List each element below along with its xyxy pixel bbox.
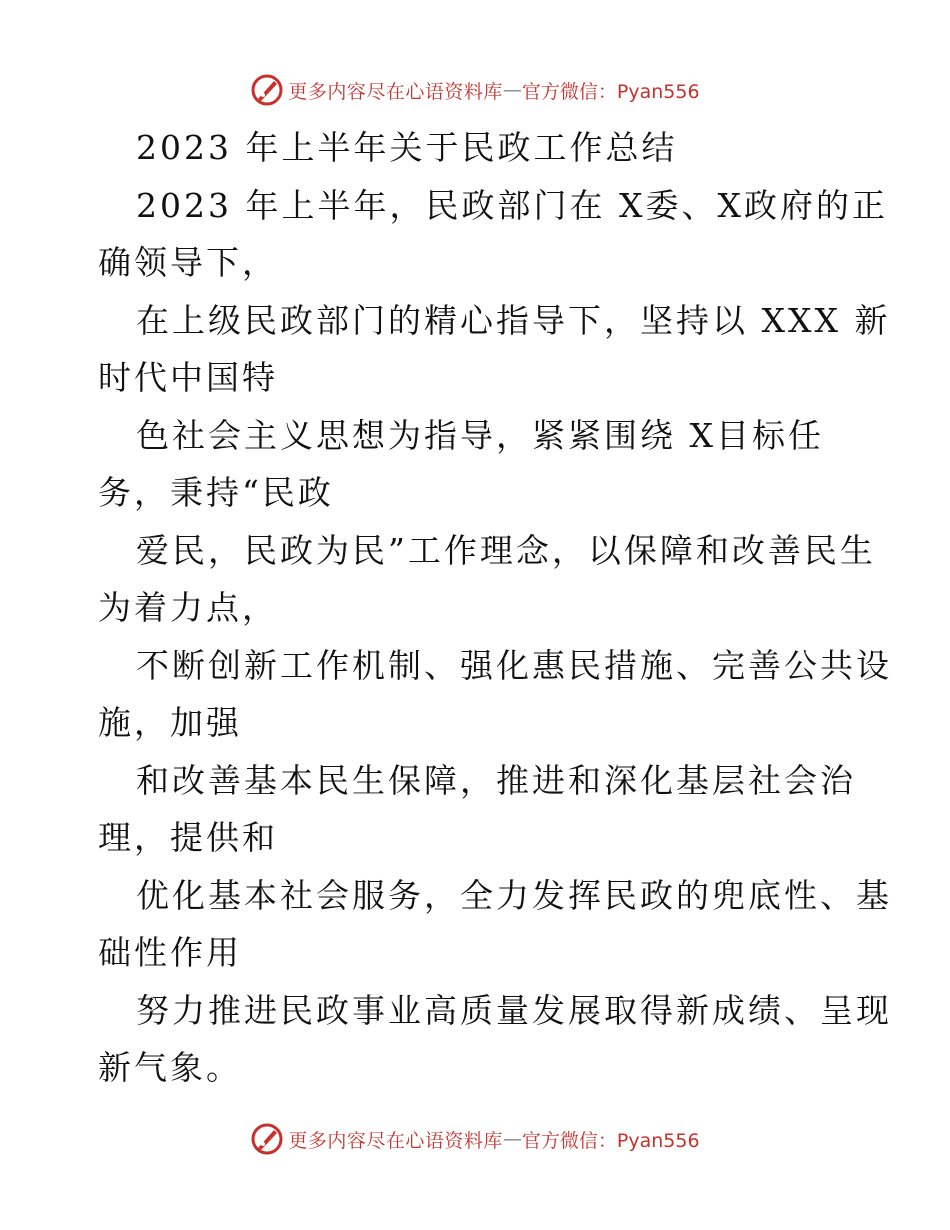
body-text-line: 努力推进民政事业高质量发展取得新成绩、呈现	[136, 990, 892, 1030]
body-text-line: 新气象。	[98, 1048, 242, 1087]
watermark-dash: —	[502, 79, 522, 101]
body-text-line: 爱民，民政为民”工作理念，以保障和改善民生	[136, 530, 876, 570]
watermark-text: 更多内容尽在心语资料库	[288, 1129, 503, 1152]
watermark-contact: 官方微信：Pyan556	[521, 1129, 700, 1152]
body-text-line: 为着力点，	[98, 588, 278, 627]
body-text-line: 确领导下，	[98, 243, 278, 282]
body-text-line: 不断创新工作机制、强化惠民措施、完善公共设	[136, 645, 892, 685]
watermark-contact: 官方微信：Pyan556	[521, 80, 700, 103]
watermark-dash: —	[502, 1128, 522, 1150]
watermark-text: 更多内容尽在心语资料库	[288, 80, 503, 103]
body-text-line: 础性作用	[98, 933, 242, 972]
body-text-line: 施，加强	[98, 703, 242, 742]
body-text-line: 2023 年上半年，民政部门在 X委、X政府的正	[136, 185, 888, 225]
body-text-line: 在上级民政部门的精心指导下，坚持以 XXX 新	[136, 300, 891, 340]
document-title: 2023 年上半年关于民政工作总结	[136, 128, 678, 167]
body-text-line: 务，秉持“民政	[98, 473, 334, 512]
body-text-line: 时代中国特	[98, 358, 278, 397]
body-text-line: 理，提供和	[98, 818, 278, 857]
body-text-line: 色社会主义思想为指导，紧紧围绕 X目标任	[136, 415, 824, 455]
quill-logo-icon	[250, 73, 284, 107]
header-watermark	[0, 70, 950, 110]
body-text-line: 和改善基本民生保障，推进和深化基层社会治	[136, 760, 856, 800]
quill-logo-icon	[250, 1122, 284, 1156]
body-text-line: 优化基本社会服务，全力发挥民政的兜底性、基	[136, 875, 892, 915]
footer-watermark	[0, 1119, 950, 1159]
